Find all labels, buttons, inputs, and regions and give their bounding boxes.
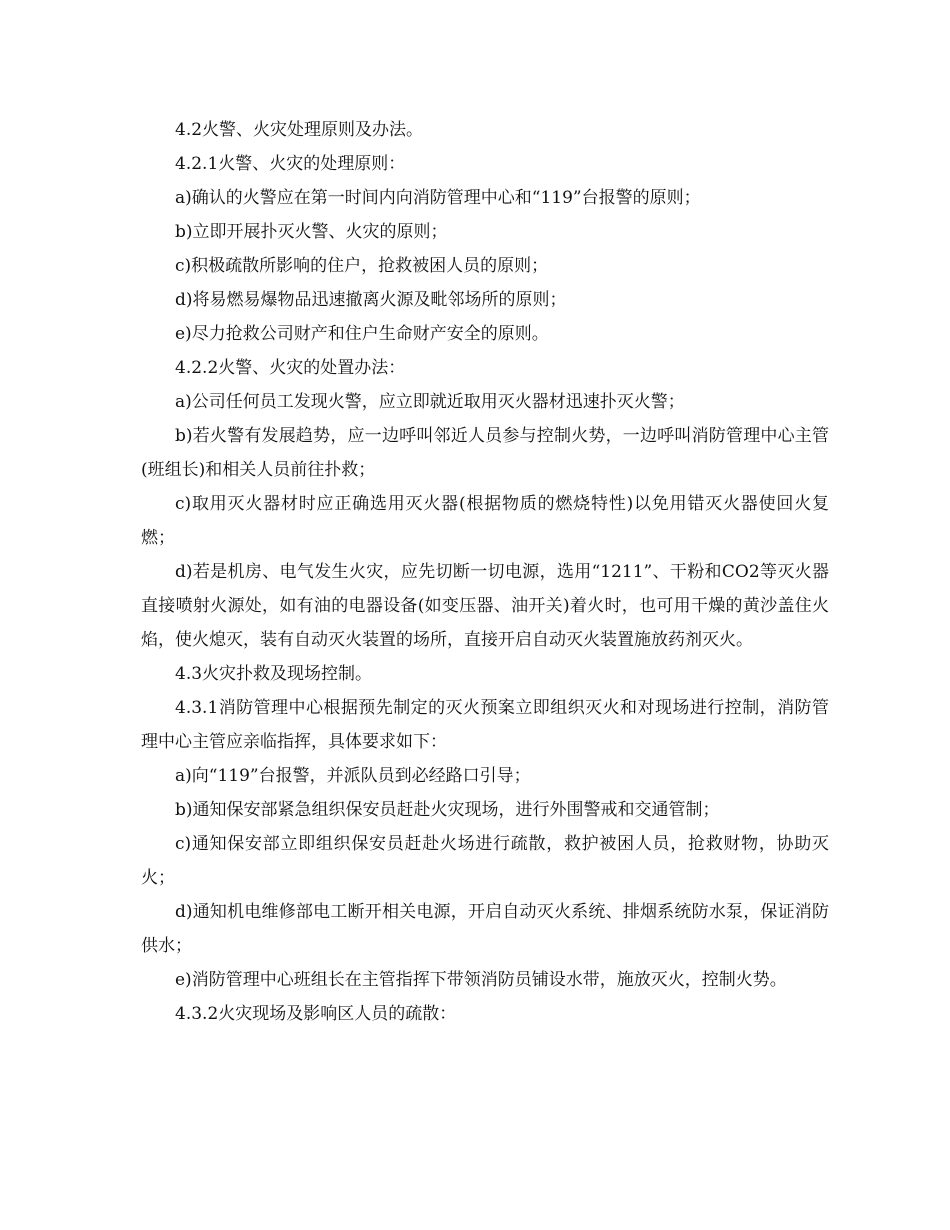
paragraph-principle-b: b)立即开展扑灭火警、火灾的原则； <box>175 222 448 242</box>
paragraph-requirement-a: a)向“119”台报警，并派队员到必经路口引导； <box>175 766 531 786</box>
paragraph-principle-d: d)将易燃易爆物品迅速撤离火源及毗邻场所的原则； <box>175 290 567 310</box>
paragraph-4-2-heading: 4.2火警、火灾处理原则及办法。 <box>175 120 424 140</box>
paragraph-4-3-1: 4.3.1消防管理中心根据预先制定的灭火预案立即组织灭火和对现场进行控制，消防管理中心主管应亲临指挥，具体要求如下： <box>141 698 829 752</box>
paragraph-method-a: a)公司任何员工发现火警，应立即就近取用灭火器材迅速扑灭火警； <box>175 392 685 412</box>
paragraph-requirement-d: d)通知机电维修部电工断开相关电源，开启自动灭火系统、排烟系统防水泵，保证消防供水； <box>141 902 829 956</box>
paragraph-4-2-2-heading: 4.2.2火警、火灾的处置办法： <box>175 358 406 378</box>
paragraph-4-3-2-heading: 4.3.2火灾现场及影响区人员的疏散： <box>175 1004 457 1024</box>
paragraph-4-3-heading: 4.3火灾扑救及现场控制。 <box>175 664 373 684</box>
paragraph-requirement-e: e)消防管理中心班组长在主管指挥下带领消防员铺设水带，施放灭火，控制火势。 <box>175 970 787 990</box>
paragraph-principle-e: e)尽力抢救公司财产和住户生命财产安全的原则。 <box>175 324 549 344</box>
paragraph-requirement-c: c)通知保安部立即组织保安员赶赴火场进行疏散，救护被困人员，抢救财物，协助灭火； <box>141 834 829 888</box>
paragraph-principle-a: a)确认的火警应在第一时间内向消防管理中心和“119”台报警的原则； <box>175 188 701 208</box>
paragraph-principle-c: c)积极疏散所影响的住户，抢救被困人员的原则； <box>175 256 549 276</box>
document-body <box>141 113 829 1031</box>
paragraph-method-b: b)若火警有发展趋势，应一边呼叫邻近人员参与控制火势，一边呼叫消防管理中心主管(班组长)和相关人员前往扑救； <box>141 426 829 480</box>
paragraph-4-2-1-heading: 4.2.1火警、火灾的处理原则： <box>175 154 406 174</box>
paragraph-requirement-b: b)通知保安部紧急组织保安员赶赴火灾现场，进行外围警戒和交通管制； <box>175 800 720 820</box>
paragraph-method-c: c)取用灭火器材时应正确选用灭火器(根据物质的燃烧特性)以免用错灭火器使回火复燃； <box>141 494 829 548</box>
paragraph-method-d: d)若是机房、电气发生火灾，应先切断一切电源，选用“1211”、干粉和CO2等灭火器直接喷射火源处，如有油的电器设备(如变压器、油开关)着火时，也可用干燥的黄沙盖住火焰，使火熄灭，装有自动灭火装置的场所，直接开启自动灭火装置施放药剂灭火。 <box>141 562 829 650</box>
